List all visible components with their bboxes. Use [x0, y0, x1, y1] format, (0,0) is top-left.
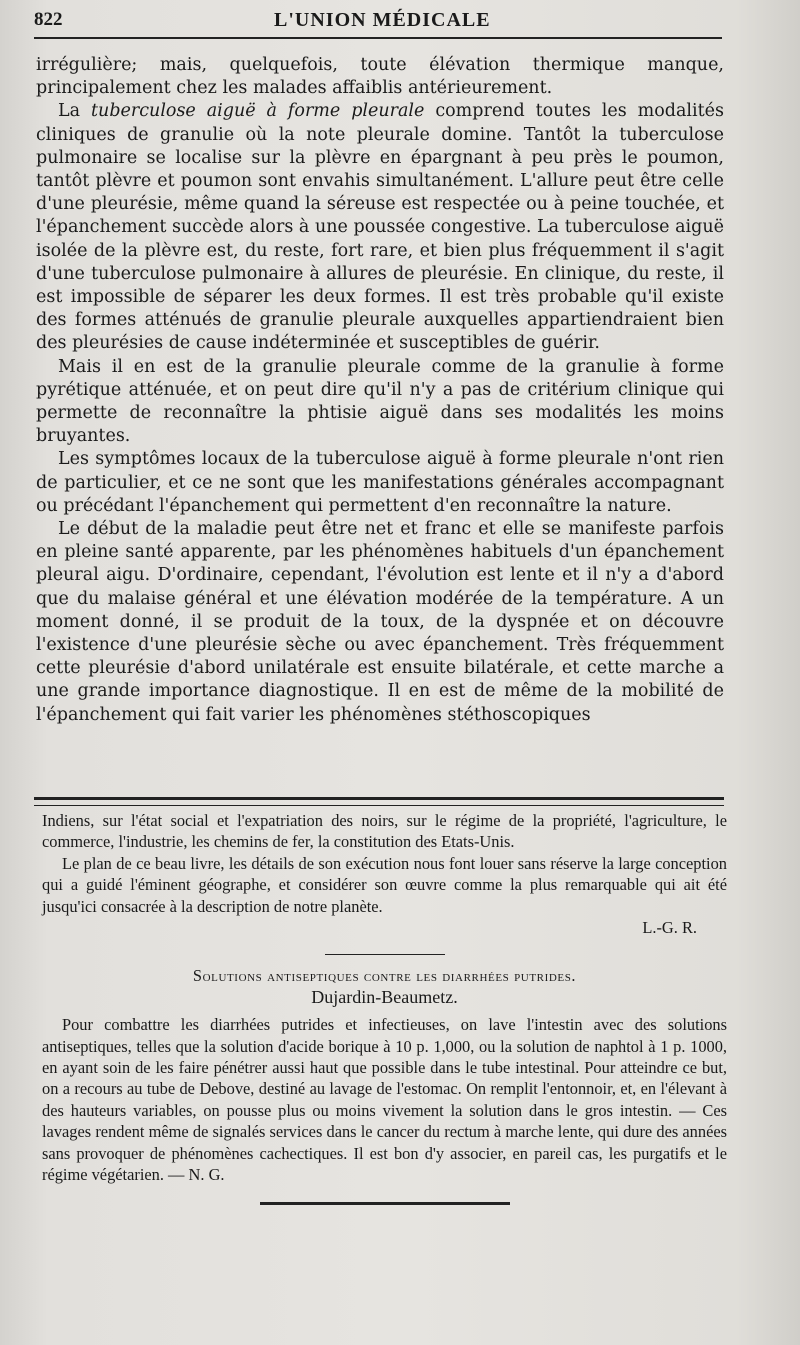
page-number: 822 — [34, 9, 63, 30]
article-author: Dujardin-Beaumetz. — [311, 986, 458, 1007]
review-paragraph: Le plan de ce beau livre, les détails de son exécution nous font louer sans réserve la large conception qui a guidé l'éminent géographe, et considérer son œuvre comme la plus remarquable qui ait été jusqu'ici consacrée à la description de notre planète. — [42, 853, 727, 916]
page-header — [34, 6, 724, 32]
running-title: L'UNION MÉDICALE — [274, 9, 491, 31]
short-divider — [325, 954, 445, 955]
notes-section — [42, 810, 727, 1205]
end-rule — [260, 1202, 510, 1205]
paragraph — [36, 100, 724, 355]
paragraph: Mais il en est de la granulie pleurale comme de la granulie à forme pyrétique atténuée, et on peut dire qu'il n'y a pas de critérium clinique qui permette de reconnaître la phtisie aiguë dans ses modalités les moins bruyantes. — [36, 356, 724, 447]
paragraph: irrégulière; mais, quelquefois, toute élévation thermique manque, principalement chez les malades affaiblis antérieurement. — [36, 55, 724, 99]
main-article-text — [36, 54, 724, 727]
review-signature: L.-G. R. — [642, 918, 697, 938]
section-divider — [34, 797, 724, 806]
paragraph: Le début de la maladie peut être net et franc et elle se manifeste parfois en pleine santé apparente, par les phénomènes habituels d'un épanchement pleural aigu. D'ordinaire, cependant, l'évolution est lente et il n'y a d'abord que du malaise général et une élévation modérée de la température. A un moment donné, il se produit de la toux, de la dyspnée et on découvre l'existence d'une pleurésie sèche ou avec épanchement. Très fréquemment cette pleurésie d'abord unilatérale est ensuite bilatérale, et cette marche a une grande importance diagnostique. Il en est de même de la mobilité de l'épanchement qui fait varier les phénomènes stéthoscopiques — [36, 519, 724, 725]
paragraph: Les symptômes locaux de la tuberculose aiguë à forme pleurale n'ont rien de particulier, et ce ne sont que les manifestations générales accompagnant ou précédant l'épanchement qui permettent d'en reconnaître la nature. — [36, 449, 724, 516]
paragraph-rest: comprend toutes les modalités cliniques de granulie où la note pleurale domine. Tantôt la tuberculose pulmonaire se localise sur la plèvre en épargnant à peu près le poumon, tantôt plèvre et poumon sont envahis simultanément. L'allure peut être celle d'une pleurésie, même quand la séreuse est respectée ou à peine touchée, et l'épanchement succède alors à une poussée congestive. La tuberculose aiguë isolée de la plèvre est, du reste, fort rare, et bien plus fréquemment il s'agit d'une tuberculose pulmonaire à allures de pleurésie. En clinique, du reste, il est impossible de séparer les deux formes. Il est très probable qu'il existe des formes atténués de granulie pleurale auxquelles appartiendraient bien des pleurésies de cause indéterminée et susceptibles de guérir. — [36, 101, 724, 354]
paragraph-lead: La — [58, 101, 92, 122]
header-rule — [34, 37, 722, 39]
article-title — [42, 965, 727, 986]
italic-term: tuberculose aiguë à forme pleurale — [91, 101, 425, 122]
article-title-text: Solutions antiseptiques contre les diarrhées putrides. — [192, 966, 577, 986]
review-paragraph: Indiens, sur l'état social et l'expatriation des noirs, sur le régime de la propriété, l'agriculture, le commerce, l'industrie, les chemins de fer, la constitution des Etats-Unis. — [42, 811, 727, 852]
article-body: Pour combattre les diarrhées putrides et infectieuses, on lave l'intestin avec des solutions antiseptiques, telles que la solution d'acide borique à 10 p. 1,000, ou la solution de naphtol à 1 p. 1000, en ayant soin de les faire pénétrer aussi haut que possible dans le tube intestinal. Pour atteindre ce but, on a recours au tube de Debove, destiné au lavage de l'estomac. On remplit l'entonnoir, et, en l'élevant à des hauteurs variables, on pousse plus ou moins vivement la solution dans le gros intestin. — Ces lavages rendent même de signalés services dans le cancer du rectum à marche lente, qui dure des années sans provoquer de phénomènes cachectiques. Il est bon d'y associer, en pareil cas, les purgatifs et le régime végétarien. — N. G. — [42, 1015, 727, 1185]
